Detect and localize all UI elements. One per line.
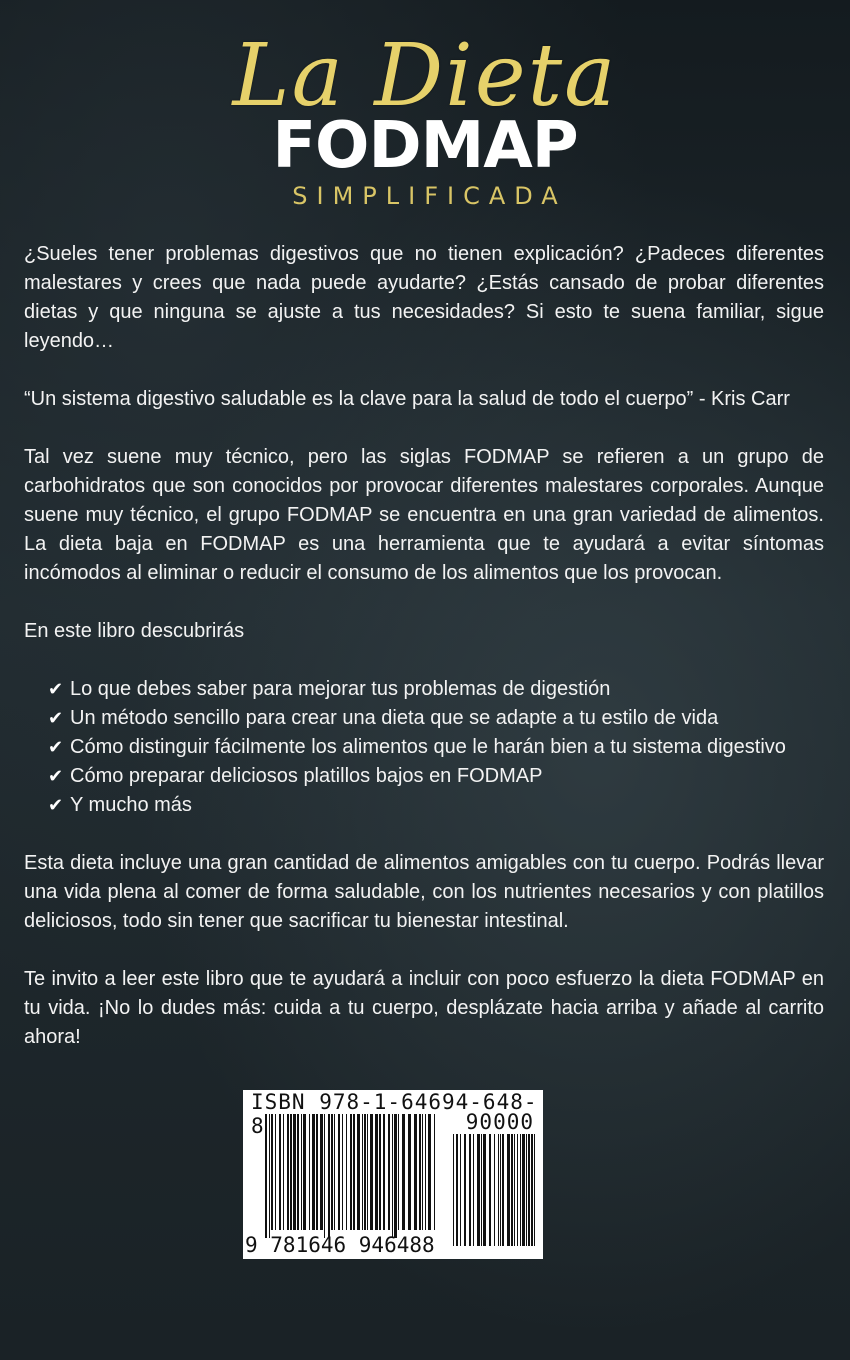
script-title: La Dieta	[232, 26, 618, 126]
call-to-action: Te invito a leer este libro que te ayudará a incluir con poco esfuerzo la dieta FODMAP en tu vida. ¡No lo dudes más: cuida a tu cuerpo, desplázate hacia arriba y añade al carrito ahora!	[24, 968, 824, 1048]
isbn-barcode	[243, 1090, 543, 1259]
list-item: ✔ Lo que debes saber para mejorar tus problemas de digestión	[48, 675, 824, 704]
isbn-digits: 9 781646 946488	[245, 1233, 435, 1257]
main-title: FODMAP	[272, 109, 578, 183]
benefit-paragraph: Esta dieta incluye una gran cantidad de alimentos amigables con tu cuerpo. Podrás llevar una vida plena al comer de forma saludable, con los nutrientes necesarios y con platillos deliciosos, todo sin tener que sacrificar tu bienestar intestinal.	[24, 852, 824, 932]
check-icon: ✔	[48, 737, 64, 757]
isbn-label: ISBN 978-1-64694-648-8	[251, 1090, 538, 1138]
check-icon: ✔	[48, 708, 64, 728]
check-icon: ✔	[48, 766, 64, 786]
price-code: 90000	[465, 1110, 534, 1134]
title-block	[0, 28, 850, 210]
benefits-list	[48, 675, 824, 820]
list-item: ✔ Cómo distinguir fácilmente los alimentos que le harán bien a tu sistema digestivo	[48, 733, 824, 762]
description-text	[24, 240, 824, 1081]
intro-paragraph: ¿Sueles tener problemas digestivos que no tienen explicación? ¿Padeces diferentes malestares y crees que nada puede ayudarte? ¿Estás cansado de probar diferentes dietas y que ninguna se ajuste a tus necesidades? Si esto te suena familiar, sigue leyendo…	[24, 243, 824, 352]
list-item: ✔ Y mucho más	[48, 791, 824, 820]
check-icon: ✔	[48, 679, 64, 699]
quote: “Un sistema digestivo saludable es la clave para la salud de todo el cuerpo” - Kris Carr	[24, 388, 790, 410]
list-intro: En este libro descubrirás	[24, 620, 245, 642]
sub-title: SIMPLIFICADA	[292, 182, 567, 210]
check-icon: ✔	[48, 795, 64, 815]
explanation-paragraph: Tal vez suene muy técnico, pero las siglas FODMAP se refieren a un grupo de carbohidratos que son conocidos por provocar diferentes malestares corporales. Aunque suene muy técnico, el grupo FODMAP se encuentra en una gran variedad de alimentos. La dieta baja en FODMAP es una herramienta que te ayudará a evitar síntomas incómodos al eliminar o reducir el consumo de los alimentos que los provocan.	[24, 446, 824, 584]
list-item: ✔ Cómo preparar deliciosos platillos bajos en FODMAP	[48, 762, 824, 791]
list-item: ✔ Un método sencillo para crear una dieta que se adapte a tu estilo de vida	[48, 704, 824, 733]
